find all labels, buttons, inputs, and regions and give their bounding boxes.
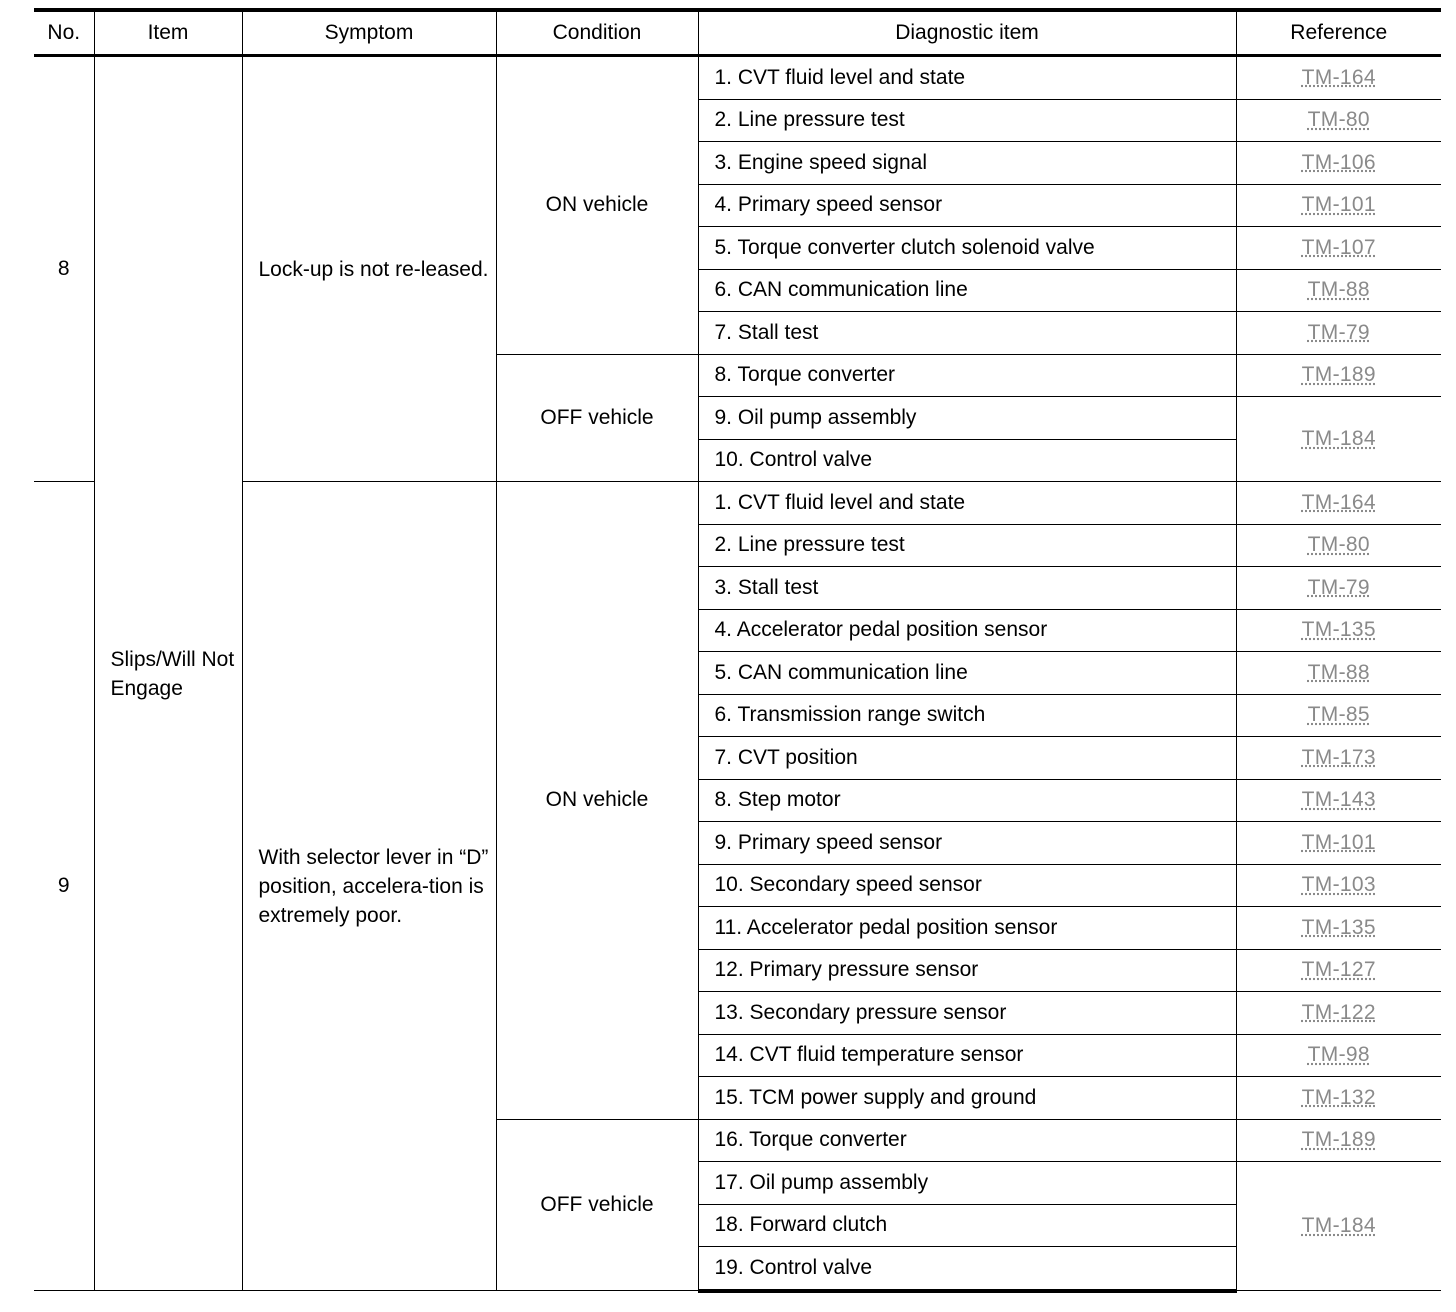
reference-cell xyxy=(1236,822,1441,865)
reference-cell xyxy=(1236,1162,1441,1291)
reference-link[interactable]: TM-106 xyxy=(1301,150,1376,174)
reference-cell xyxy=(1236,1077,1441,1120)
reference-cell xyxy=(1236,864,1441,907)
reference-link[interactable]: TM-127 xyxy=(1301,958,1376,982)
reference-cell xyxy=(1236,652,1441,695)
reference-link[interactable]: TM-135 xyxy=(1301,618,1376,642)
reference-cell xyxy=(1236,949,1441,992)
header-item: Item xyxy=(94,10,242,56)
reference-cell xyxy=(1236,312,1441,355)
reference-link[interactable]: TM-85 xyxy=(1307,703,1370,727)
reference-cell xyxy=(1236,737,1441,780)
reference-link[interactable]: TM-79 xyxy=(1307,575,1370,599)
reference-cell xyxy=(1236,779,1441,822)
row-number: 9 xyxy=(34,482,94,1291)
reference-cell xyxy=(1236,184,1441,227)
diagnostic-item: 10. Secondary speed sensor xyxy=(698,864,1236,907)
table-row xyxy=(34,56,1441,100)
header-row xyxy=(34,10,1441,56)
reference-link[interactable]: TM-189 xyxy=(1301,1128,1376,1152)
diagnostic-item: 19. Control valve xyxy=(698,1247,1236,1291)
diagnostic-item: 5. Torque converter clutch solenoid valve xyxy=(698,227,1236,270)
reference-cell xyxy=(1236,269,1441,312)
diagnostic-item: 1. CVT fluid level and state xyxy=(698,56,1236,100)
diagnostic-item: 6. Transmission range switch xyxy=(698,694,1236,737)
diagnostic-item: 16. Torque converter xyxy=(698,1119,1236,1162)
diagnostic-item: 17. Oil pump assembly xyxy=(698,1162,1236,1205)
diagnostic-item: 7. CVT position xyxy=(698,737,1236,780)
reference-link[interactable]: TM-98 xyxy=(1307,1043,1370,1067)
reference-cell xyxy=(1236,354,1441,397)
reference-link[interactable]: TM-164 xyxy=(1301,65,1376,89)
reference-link[interactable]: TM-79 xyxy=(1307,320,1370,344)
reference-cell xyxy=(1236,142,1441,185)
header-condition: Condition xyxy=(496,10,698,56)
header-reference: Reference xyxy=(1236,10,1441,56)
reference-cell xyxy=(1236,567,1441,610)
reference-link[interactable]: TM-135 xyxy=(1301,915,1376,939)
condition-label: ON vehicle xyxy=(496,56,698,355)
diagnostic-item: 9. Oil pump assembly xyxy=(698,397,1236,440)
reference-link[interactable]: TM-173 xyxy=(1301,745,1376,769)
reference-link[interactable]: TM-164 xyxy=(1301,490,1376,514)
diagnostic-item: 10. Control valve xyxy=(698,439,1236,482)
reference-link[interactable]: TM-80 xyxy=(1307,533,1370,557)
diagnostic-item: 4. Accelerator pedal position sensor xyxy=(698,609,1236,652)
symptom-text: With selector lever in “D” position, accelera-tion is extremely poor. xyxy=(242,482,496,1291)
reference-link[interactable]: TM-80 xyxy=(1307,108,1370,132)
reference-cell xyxy=(1236,482,1441,525)
reference-link[interactable]: TM-103 xyxy=(1301,873,1376,897)
diagnostic-item: 4. Primary speed sensor xyxy=(698,184,1236,227)
reference-link[interactable]: TM-107 xyxy=(1301,235,1376,259)
reference-link[interactable]: TM-88 xyxy=(1307,660,1370,684)
header-symptom: Symptom xyxy=(242,10,496,56)
condition-label: OFF vehicle xyxy=(496,1119,698,1291)
reference-cell xyxy=(1236,609,1441,652)
diagnostic-item: 5. CAN communication line xyxy=(698,652,1236,695)
diagnostic-item: 3. Stall test xyxy=(698,567,1236,610)
reference-link[interactable]: TM-184 xyxy=(1301,1214,1376,1237)
diagnostic-item: 13. Secondary pressure sensor xyxy=(698,992,1236,1035)
reference-cell xyxy=(1236,99,1441,142)
reference-cell xyxy=(1236,907,1441,950)
reference-cell xyxy=(1236,1034,1441,1077)
header-diagnostic-item: Diagnostic item xyxy=(698,10,1236,56)
reference-link[interactable]: TM-143 xyxy=(1301,788,1376,812)
reference-link[interactable]: TM-101 xyxy=(1301,830,1376,854)
diagnostic-item: 9. Primary speed sensor xyxy=(698,822,1236,865)
diagnostic-item: 6. CAN communication line xyxy=(698,269,1236,312)
condition-label: ON vehicle xyxy=(496,482,698,1120)
row-number: 8 xyxy=(34,56,94,482)
diagnostic-item: 15. TCM power supply and ground xyxy=(698,1077,1236,1120)
item-name: Slips/Will Not Engage xyxy=(94,56,242,1291)
diagnostic-item: 2. Line pressure test xyxy=(698,524,1236,567)
diagnostic-item: 8. Torque converter xyxy=(698,354,1236,397)
condition-label: OFF vehicle xyxy=(496,354,698,482)
reference-cell xyxy=(1236,1119,1441,1162)
diagnostic-item: 11. Accelerator pedal position sensor xyxy=(698,907,1236,950)
reference-link[interactable]: TM-122 xyxy=(1301,1000,1376,1024)
reference-cell xyxy=(1236,524,1441,567)
reference-link[interactable]: TM-88 xyxy=(1307,278,1370,302)
reference-link[interactable]: TM-101 xyxy=(1301,193,1376,217)
table-row xyxy=(34,482,1441,525)
reference-cell xyxy=(1236,397,1441,482)
diagnosis-table xyxy=(34,8,1441,1293)
diagnostic-item: 8. Step motor xyxy=(698,779,1236,822)
reference-cell xyxy=(1236,227,1441,270)
table-body xyxy=(34,56,1441,1291)
reference-link[interactable]: TM-184 xyxy=(1301,427,1376,450)
diagnostic-item: 1. CVT fluid level and state xyxy=(698,482,1236,525)
diagnostic-item: 2. Line pressure test xyxy=(698,99,1236,142)
reference-cell xyxy=(1236,56,1441,100)
reference-cell xyxy=(1236,992,1441,1035)
diagnostic-item: 18. Forward clutch xyxy=(698,1204,1236,1247)
symptom-text: Lock-up is not re-leased. xyxy=(242,56,496,482)
reference-link[interactable]: TM-189 xyxy=(1301,363,1376,387)
diagnostic-item: 14. CVT fluid temperature sensor xyxy=(698,1034,1236,1077)
diagnostic-item: 3. Engine speed signal xyxy=(698,142,1236,185)
reference-cell xyxy=(1236,694,1441,737)
header-no: No. xyxy=(34,10,94,56)
reference-link[interactable]: TM-132 xyxy=(1301,1085,1376,1109)
diagnostic-item: 7. Stall test xyxy=(698,312,1236,355)
diagnostic-item: 12. Primary pressure sensor xyxy=(698,949,1236,992)
